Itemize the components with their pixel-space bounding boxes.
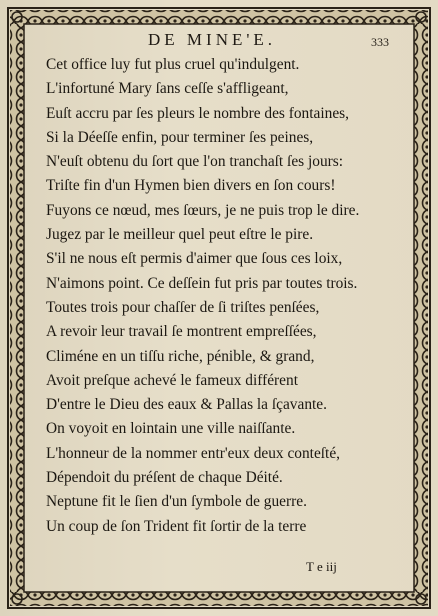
verse-line: L'honneur de la nommer entr'eux deux conteſté,: [46, 444, 341, 462]
verse-line: Climéne en un tiſſu riche, pénible, & grand,: [46, 347, 315, 365]
verse-line: Dépendoit du préſent de chaque Déité.: [46, 469, 283, 487]
verse-text: [46, 53, 396, 539]
verse-line: On voyoit en lointain une ville naiſſante.: [46, 420, 296, 438]
verse-line: Neptune fit le ſien d'un ſymbole de guerre.: [46, 493, 307, 511]
verse-line: Avoit preſque achevé le fameux différent: [46, 371, 298, 389]
verse-line: Toutes trois pour chaſſer de ſi triſtes penſées,: [46, 298, 320, 316]
verse-line: N'aimons point. Ce deſſein fut pris par toutes trois.: [46, 274, 358, 292]
verse-line: N'euſt obtenu du ſort que l'on tranchaſt ſes jours:: [46, 153, 344, 171]
verse-line: Un coup de ſon Trident fit ſortir de la terre: [46, 517, 307, 535]
page-header: [0, 30, 438, 50]
verse-line: Triſte fin d'un Hymen bien divers en ſon cours!: [46, 177, 336, 195]
verse-line: S'il ne nous eſt permis d'aimer que ſous ces loix,: [46, 250, 343, 268]
verse-line: Jugez par le meilleur quel peut eſtre le pire.: [46, 226, 314, 244]
verse-line: Si la Déeſſe enfin, pour terminer ſes peines,: [46, 128, 314, 146]
signature-mark: T e iij: [306, 559, 337, 574]
verse-line: Cet office luy fut plus cruel qu'indulgent.: [46, 56, 300, 73]
verse-line: L'infortuné Mary ſans ceſſe s'affligeant,: [46, 80, 289, 98]
running-head: DE MINE'E.: [148, 30, 277, 49]
verse-line: Euſt accru par ſes pleurs le nombre des fontaines,: [46, 104, 350, 122]
verse-line: Fuyons ce nœud, mes ſœurs, je ne puis trop le dire.: [46, 201, 360, 219]
verse-line: A revoir leur travail ſe montrent empreſſées,: [46, 323, 317, 341]
verse-line: D'entre le Dieu des eaux & Pallas la ſçavante.: [46, 396, 327, 414]
page-number: 333: [371, 35, 389, 49]
